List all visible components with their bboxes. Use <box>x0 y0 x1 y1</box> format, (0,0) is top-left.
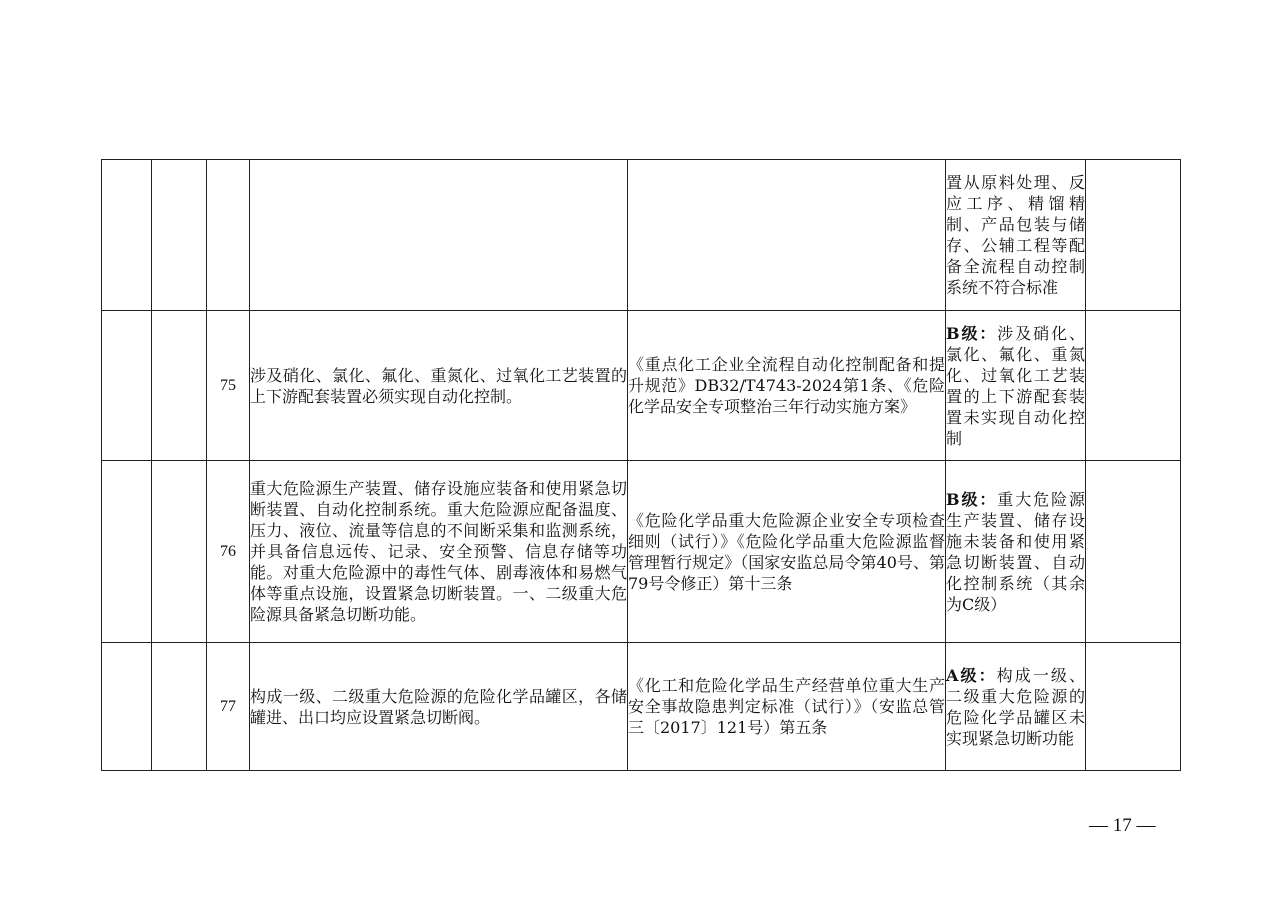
standard-text: 置从原料处理、反应工序、精馏精制、产品包装与储存、公辅工程等配备全流程自动控制系统不符合标准 <box>946 173 1085 297</box>
requirement-cell: 构成一级、二级重大危险源的危险化学品罐区，各储罐进、出口均应设置紧急切断阀。 <box>250 643 628 771</box>
table-row <box>102 643 1181 771</box>
subcategory-cell <box>152 643 207 771</box>
standard-text: 构成一级、二级重大危险源的危险化学品罐区未实现紧急切断功能 <box>946 665 1085 748</box>
category-cell <box>102 160 152 311</box>
item-number <box>207 160 250 311</box>
category-cell <box>102 461 152 643</box>
table-row <box>102 461 1181 643</box>
level-label: B级： <box>946 323 998 343</box>
remarks-cell <box>1086 643 1181 771</box>
basis-cell: 《危险化学品重大危险源企业安全专项检查细则（试行）》《危险化学品重大危险源监督管理暂行规定》（国家安监总局令第40号、第79号令修正）第十三条 <box>628 461 946 643</box>
remarks-cell <box>1086 160 1181 311</box>
table-row <box>102 160 1181 311</box>
requirement-cell: 涉及硝化、氯化、氟化、重氮化、过氧化工艺装置的上下游配套装置必须实现自动化控制。 <box>250 311 628 461</box>
standard-cell <box>946 643 1086 771</box>
table-row <box>102 311 1181 461</box>
level-label: A级： <box>946 665 997 685</box>
subcategory-cell <box>152 160 207 311</box>
item-number: 76 <box>207 461 250 643</box>
standard-cell <box>946 461 1086 643</box>
page-number: — 17 — <box>1089 815 1156 836</box>
standard-text: 涉及硝化、氯化、氟化、重氮化、过氧化工艺装置的上下游配套装置未实现自动化控制 <box>946 323 1085 448</box>
hazard-standard-table <box>101 159 1181 771</box>
category-cell <box>102 311 152 461</box>
category-cell <box>102 643 152 771</box>
item-number: 77 <box>207 643 250 771</box>
remarks-cell <box>1086 461 1181 643</box>
basis-cell: 《化工和危险化学品生产经营单位重大生产安全事故隐患判定标准（试行）》（安监总管三〔2017〕121号）第五条 <box>628 643 946 771</box>
level-label: B级： <box>946 489 998 509</box>
standard-cell <box>946 160 1086 311</box>
basis-cell: 《重点化工企业全流程自动化控制配备和提升规范》DB32/T4743-2024第1条、《危险化学品安全专项整治三年行动实施方案》 <box>628 311 946 461</box>
remarks-cell <box>1086 311 1181 461</box>
standard-text: 重大危险源生产装置、储存设施未装备和使用紧急切断装置、自动化控制系统（其余为C级） <box>946 489 1085 614</box>
subcategory-cell <box>152 461 207 643</box>
subcategory-cell <box>152 311 207 461</box>
item-number: 75 <box>207 311 250 461</box>
standard-cell <box>946 311 1086 461</box>
basis-cell <box>628 160 946 311</box>
requirement-cell <box>250 160 628 311</box>
requirement-cell: 重大危险源生产装置、储存设施应装备和使用紧急切断装置、自动化控制系统。重大危险源应配备温度、压力、液位、流量等信息的不间断采集和监测系统，并具备信息远传、记录、安全预警、信息存储等功能。对重大危险源中的毒性气体、剧毒液体和易燃气体等重点设施，设置紧急切断装置。一、二级重大危险源具备紧急切断功能。 <box>250 461 628 643</box>
